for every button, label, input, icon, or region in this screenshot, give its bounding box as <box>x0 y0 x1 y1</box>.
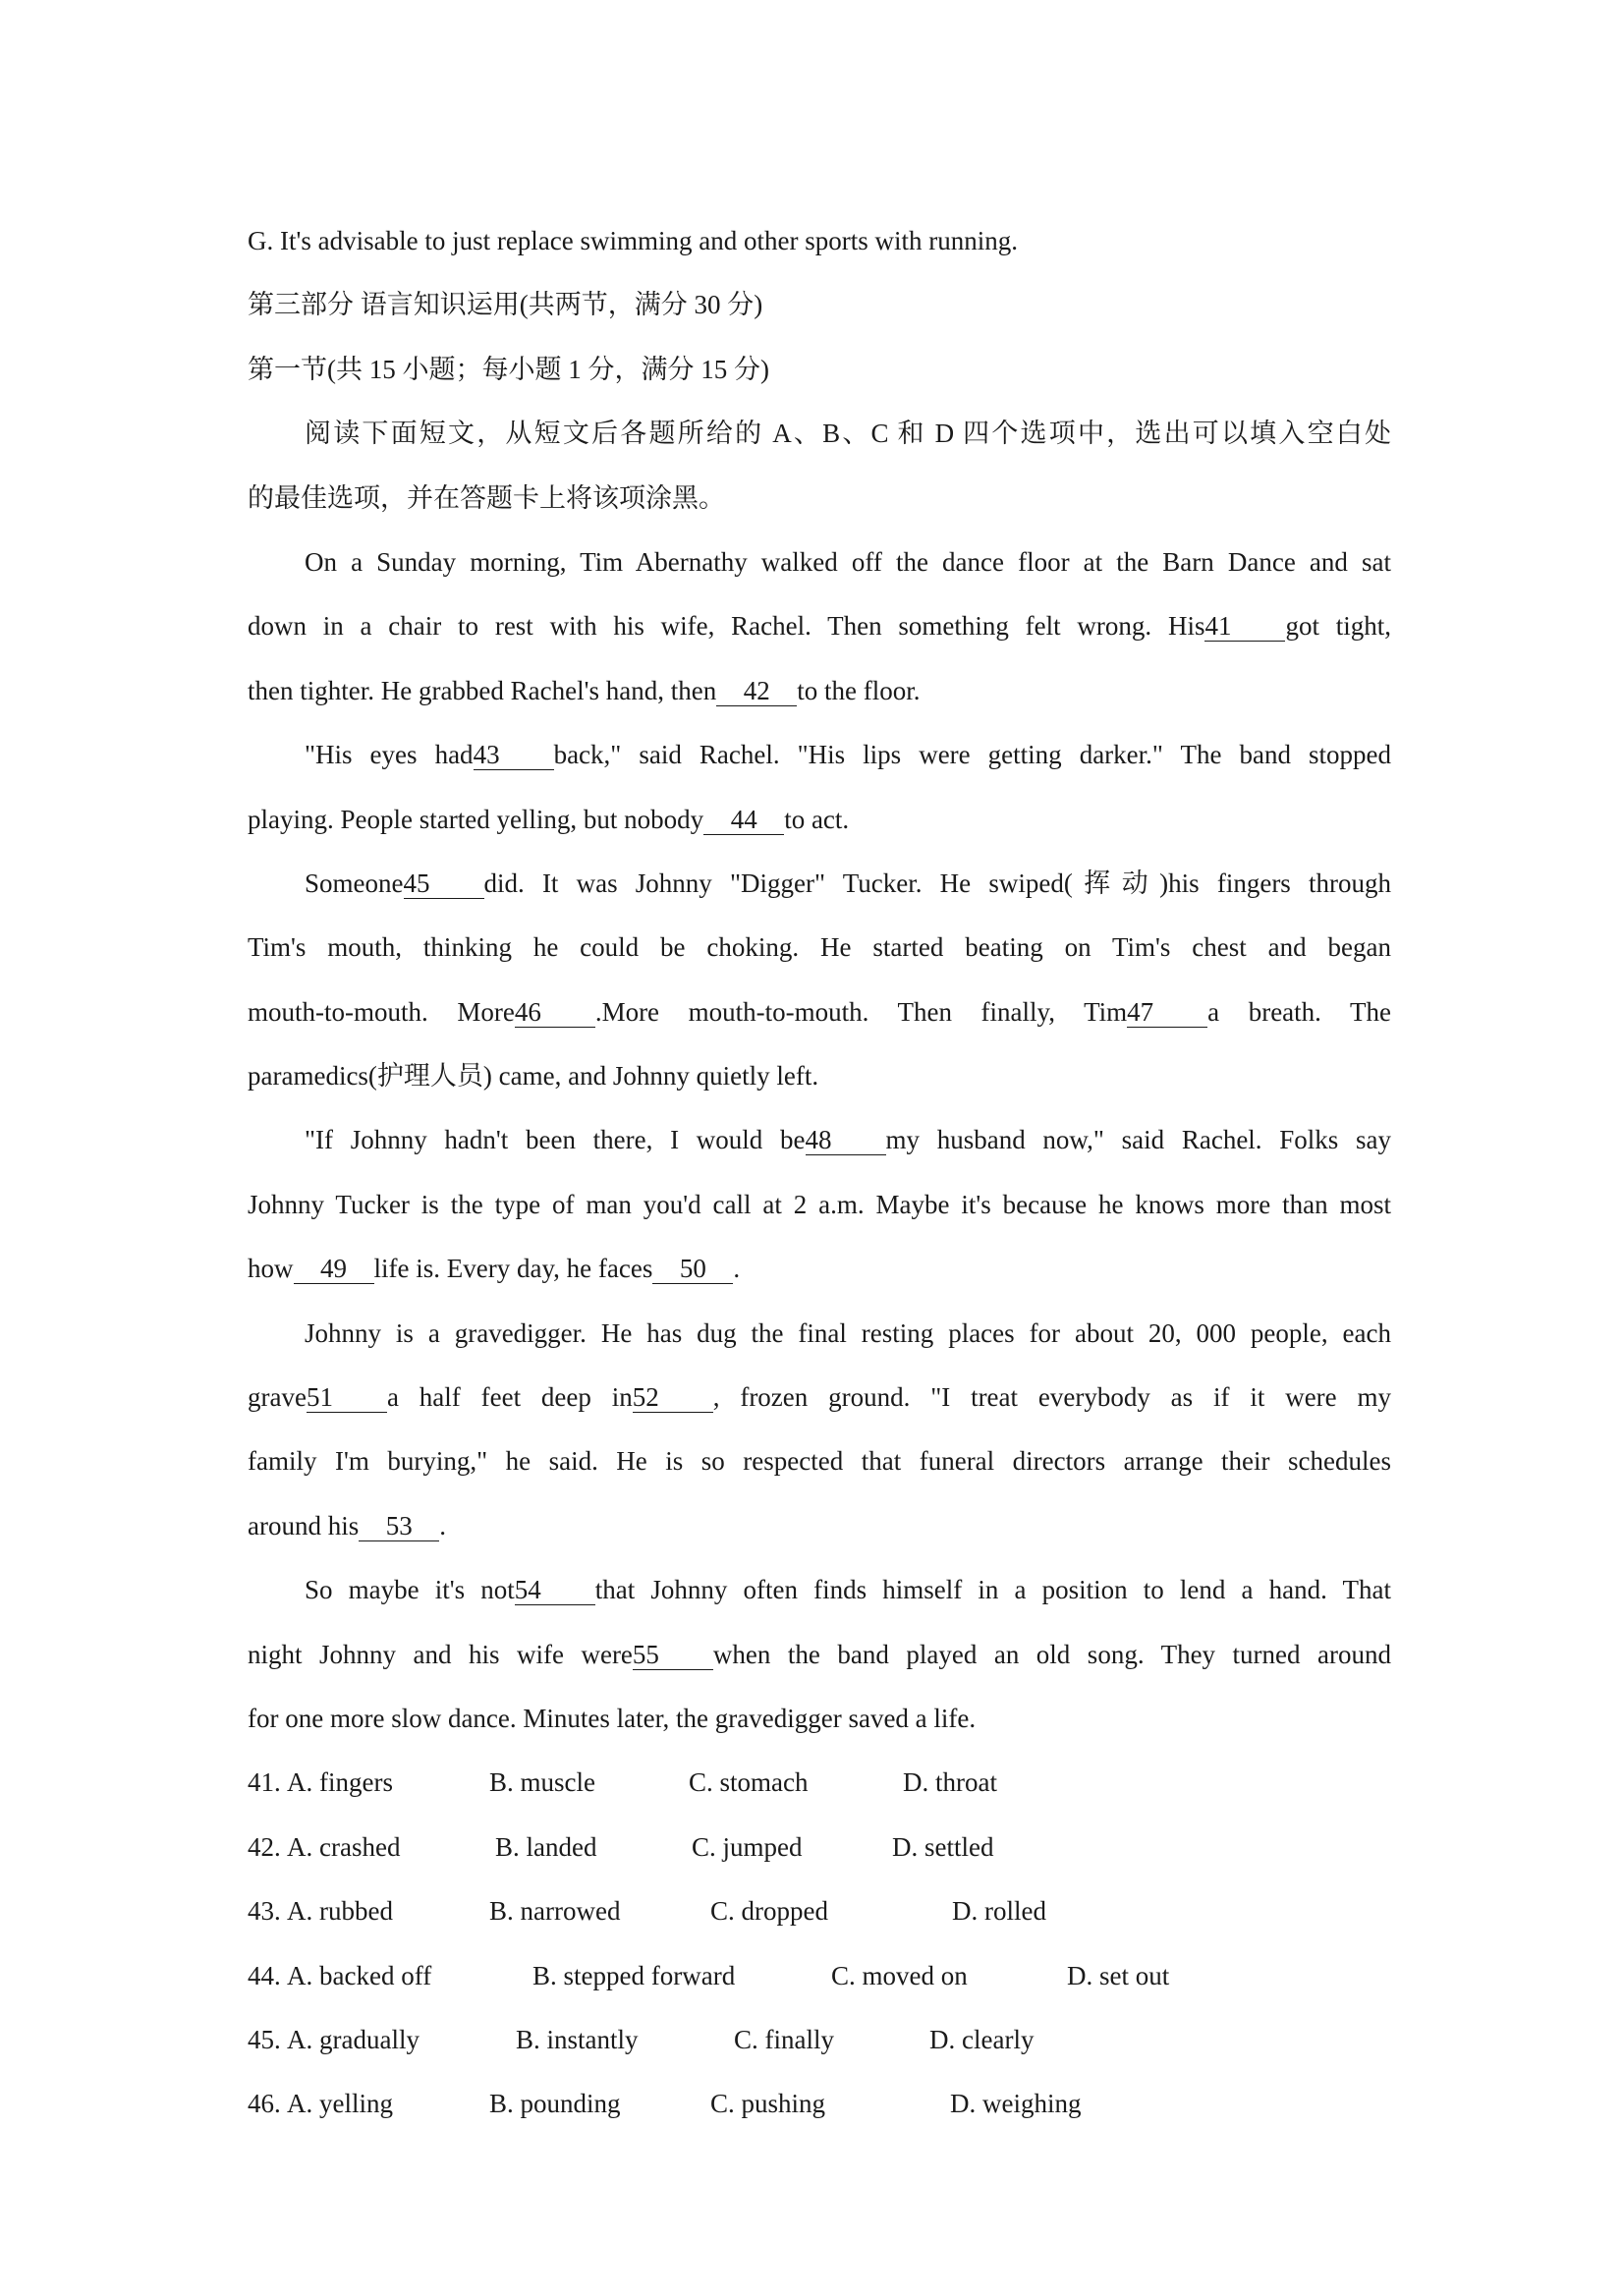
text-line <box>248 338 1391 402</box>
line-text: playing. People started yelling, but nobody <box>248 804 704 834</box>
option-c: C. pushing <box>710 2089 826 2119</box>
line-text: did. It was Johnny "Digger" Tucker. He swiped(挥动)his fingers through <box>483 868 1391 898</box>
question-number: 43. <box>248 1896 281 1927</box>
line-text: 第一节(共 15 小题；每小题 1 分，满分 15 分) <box>248 354 769 384</box>
line-text: family I'm burying," he said. He is so respected that funeral directors arrange their schedules <box>248 1446 1391 1477</box>
text-line <box>248 209 1391 273</box>
option-c: C. finally <box>734 2024 834 2054</box>
answer-blank: 52 <box>633 1382 713 1413</box>
line-text: to act. <box>784 804 850 834</box>
line-text: my husband now," said Rachel. Folks say <box>885 1125 1391 1155</box>
option-row <box>248 1879 1391 1943</box>
answer-blank: 44 <box>703 805 784 835</box>
option-row <box>248 2072 1391 2136</box>
question-number: 45. <box>248 2024 281 2054</box>
line-text: G. It's advisable to just replace swimming and other sports with running. <box>248 226 1018 255</box>
option-b: B. landed <box>495 1831 597 1862</box>
text-line <box>248 659 1391 723</box>
answer-blank: 47 <box>1127 997 1207 1028</box>
question-number: 44. <box>248 1960 281 1990</box>
option-d: D. rolled <box>952 1896 1046 1927</box>
line-text: Johnny Tucker is the type of man you'd call at 2 a.m. Maybe it's because he knows more than most <box>248 1189 1391 1219</box>
option-row <box>248 1944 1391 2008</box>
line-text: 第三部分 语言知识运用(共两节，满分 30 分) <box>248 290 763 320</box>
text-line <box>248 1623 1391 1687</box>
line-text: paramedics(护理人员) came, and Johnny quietly left. <box>248 1061 819 1092</box>
option-row <box>248 1751 1391 1815</box>
line-text: a breath. The <box>1207 996 1391 1027</box>
option-row <box>248 1816 1391 1879</box>
line-text: a half feet deep in <box>386 1382 633 1413</box>
option-b: B. muscle <box>489 1767 595 1798</box>
line-text: when the band played an old song. They turned around <box>712 1639 1391 1669</box>
option-c: C. jumped <box>692 1831 803 1862</box>
answer-blank: 46 <box>515 997 595 1028</box>
option-c: C. stomach <box>689 1767 809 1798</box>
text-line <box>248 980 1391 1044</box>
line-text: back," said Rachel. "His lips were getting darker." The band stopped <box>553 740 1391 770</box>
text-line <box>248 1108 1391 1172</box>
line-text: got tight, <box>1285 611 1391 642</box>
answer-blank: 49 <box>294 1254 374 1284</box>
answer-blank: 53 <box>359 1511 439 1541</box>
line-text: Someone <box>305 868 404 898</box>
text-line <box>248 852 1391 916</box>
option-b: B. instantly <box>516 2024 639 2054</box>
line-text: life is. Every day, he faces <box>373 1254 653 1284</box>
option-b: B. stepped forward <box>532 1960 736 1990</box>
text-line <box>248 273 1391 337</box>
option-d: D. set out <box>1067 1960 1170 1990</box>
answer-blank: 55 <box>633 1640 713 1670</box>
line-text: On a Sunday morning, Tim Abernathy walked off the dance floor at the Barn Dance and sat <box>305 546 1391 577</box>
answer-blank: 41 <box>1204 611 1285 642</box>
option-b: B. narrowed <box>489 1896 621 1927</box>
line-text: .More mouth-to-mouth. Then finally, Tim <box>594 996 1128 1027</box>
line-text: around his <box>248 1510 360 1540</box>
passage <box>248 209 1391 1751</box>
line-text: mouth-to-mouth. More <box>248 996 515 1027</box>
option-row <box>248 2008 1391 2072</box>
answer-blank: 42 <box>716 676 797 706</box>
text-line <box>248 723 1391 787</box>
question-number: 46. <box>248 2089 281 2119</box>
text-line <box>248 467 1391 531</box>
option-d: D. weighing <box>950 2089 1082 2119</box>
answer-blank: 48 <box>806 1125 886 1155</box>
option-c: C. dropped <box>710 1896 828 1927</box>
text-line <box>248 1237 1391 1301</box>
option-a: A. yelling <box>287 2089 393 2119</box>
line-text: . <box>733 1254 741 1284</box>
line-text: night Johnny and his wife were <box>248 1639 633 1669</box>
line-text: then tighter. He grabbed Rachel's hand, then <box>248 675 717 705</box>
answer-blank: 45 <box>404 868 484 899</box>
text-line <box>248 1044 1391 1108</box>
line-text: Tim's mouth, thinking he could be choking. He started beating on Tim's chest and began <box>248 932 1391 963</box>
question-number: 42. <box>248 1831 281 1862</box>
line-text: to the floor. <box>797 675 921 705</box>
line-text: how <box>248 1254 294 1284</box>
text-line <box>248 1558 1391 1622</box>
option-a: A. backed off <box>287 1960 432 1990</box>
line-text: 的最佳选项，并在答题卡上将该项涂黑。 <box>248 482 725 513</box>
option-a: A. gradually <box>287 2024 420 2054</box>
option-a: A. rubbed <box>287 1896 393 1927</box>
option-d: D. throat <box>903 1767 997 1798</box>
answer-blank: 43 <box>474 740 554 770</box>
text-line <box>248 1173 1391 1237</box>
line-text: So maybe it's not <box>305 1575 515 1605</box>
text-line <box>248 788 1391 852</box>
text-line <box>248 916 1391 980</box>
line-text: "If Johnny hadn't been there, I would be <box>305 1125 806 1155</box>
page-content <box>248 209 1391 2137</box>
answer-blank: 51 <box>307 1382 387 1413</box>
line-text: that Johnny often finds himself in a position to lend a hand. That <box>594 1575 1391 1605</box>
line-text: , frozen ground. "I treat everybody as if it were my <box>712 1382 1391 1413</box>
answer-blank: 50 <box>652 1254 733 1284</box>
answer-options <box>248 1751 1391 2136</box>
option-d: D. clearly <box>929 2024 1035 2054</box>
text-line <box>248 1687 1391 1751</box>
line-text: 阅读下面短文，从短文后各题所给的 A、B、C 和 D 四个选项中，选出可以填入空白处 <box>305 419 1391 449</box>
option-b: B. pounding <box>489 2089 621 2119</box>
line-text: "His eyes had <box>305 740 474 770</box>
text-line <box>248 1366 1391 1429</box>
line-text: for one more slow dance. Minutes later, the gravedigger saved a life. <box>248 1703 977 1733</box>
line-text: down in a chair to rest with his wife, Rachel. Then something felt wrong. His <box>248 611 1205 642</box>
option-c: C. moved on <box>831 1960 968 1990</box>
line-text: . <box>439 1510 446 1540</box>
question-number: 41. <box>248 1767 281 1798</box>
text-line <box>248 1494 1391 1558</box>
option-a: A. crashed <box>287 1831 401 1862</box>
text-line <box>248 594 1391 658</box>
answer-blank: 54 <box>515 1575 595 1605</box>
line-text: Johnny is a gravedigger. He has dug the final resting places for about 20, 000 people, each <box>305 1317 1391 1348</box>
text-line <box>248 1429 1391 1493</box>
text-line <box>248 531 1391 594</box>
line-text: grave <box>248 1382 307 1413</box>
option-d: D. settled <box>892 1831 994 1862</box>
option-a: A. fingers <box>287 1767 393 1798</box>
text-line <box>248 402 1391 466</box>
text-line <box>248 1302 1391 1366</box>
